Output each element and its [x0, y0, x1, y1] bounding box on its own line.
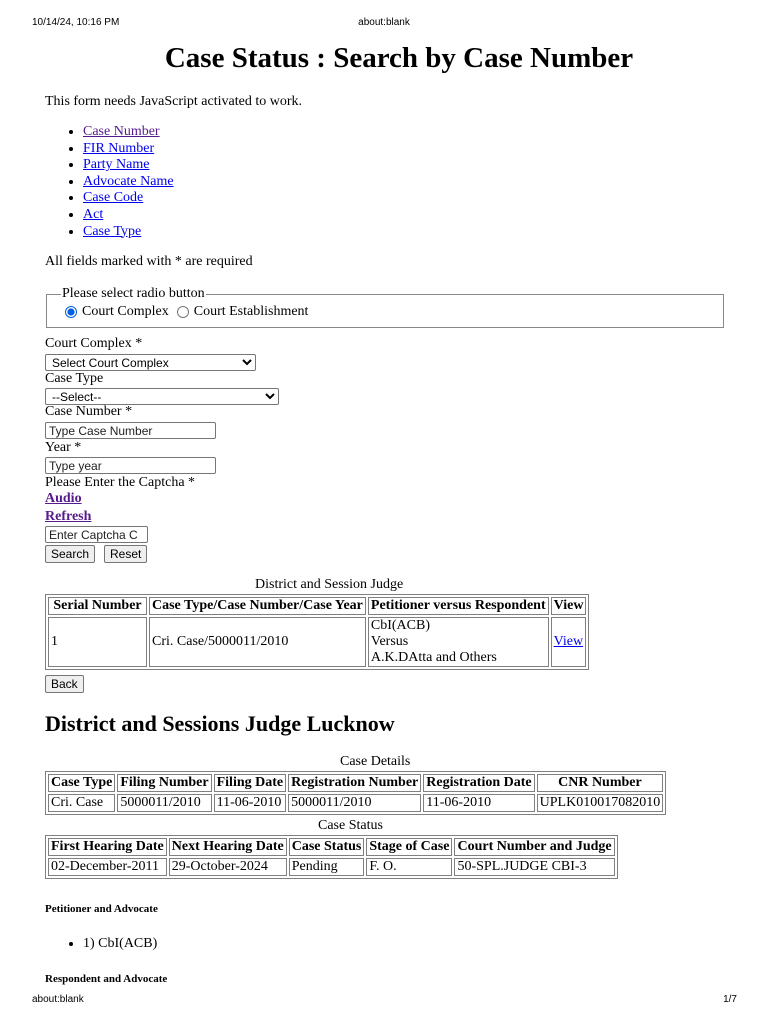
- case-details-header-cell: CNR Number: [537, 774, 664, 792]
- petitioner-list: [45, 936, 157, 952]
- tab-case-type: [83, 224, 174, 241]
- table-row: [48, 794, 663, 812]
- print-header: [0, 17, 768, 31]
- year-input[interactable]: [45, 457, 216, 474]
- respondent-text: A.K.DAtta and Others: [370, 650, 497, 665]
- tab-case-number: [83, 124, 174, 141]
- footer-url: about:blank: [32, 994, 84, 1005]
- case-details-cell: 11-06-2010: [423, 794, 534, 812]
- case-status-header-row: [48, 838, 615, 856]
- results-header-cell: View: [551, 597, 587, 615]
- captcha-label: Please Enter the Captcha *: [45, 475, 196, 490]
- page-number: 1/7: [723, 994, 737, 1005]
- required-note: All fields marked with * are required: [45, 254, 253, 269]
- case-status-cell: 02-December-2011: [48, 858, 167, 876]
- back-button[interactable]: Back: [45, 675, 84, 693]
- case-details-header-cell: Registration Number: [288, 774, 421, 792]
- court-complex-select[interactable]: [45, 354, 256, 371]
- case-details-header-cell: Filing Number: [117, 774, 211, 792]
- case-details-caption: Case Details: [340, 754, 411, 769]
- case-status-header-cell: First Hearing Date: [48, 838, 167, 856]
- year-label: Year *: [45, 440, 82, 455]
- results-table: [45, 594, 589, 670]
- case-status-cell: 50-SPL.JUDGE CBI-3: [454, 858, 614, 876]
- case-number-input[interactable]: [45, 422, 216, 439]
- tab-fir-number-link[interactable]: FIR Number: [83, 140, 155, 156]
- view-cell: [551, 617, 587, 667]
- versus-text: Versus: [370, 634, 409, 649]
- court-complex-label: Court Complex *: [45, 336, 143, 351]
- case-status-header-cell: Stage of Case: [366, 838, 452, 856]
- captcha-audio-link[interactable]: Audio: [45, 491, 82, 506]
- case-details-cell: 11-06-2010: [214, 794, 287, 812]
- results-header-cell: Petitioner versus Respondent: [368, 597, 549, 615]
- case-type-select[interactable]: [45, 388, 279, 405]
- court-name: District and Sessions Judge Lucknow: [45, 711, 395, 736]
- case-status-cell: F. O.: [366, 858, 452, 876]
- tab-fir-number: [83, 141, 174, 158]
- serial-cell: 1: [48, 617, 147, 667]
- tab-advocate-name-link[interactable]: Advocate Name: [83, 173, 174, 189]
- case-details-cell: 5000011/2010: [288, 794, 421, 812]
- results-header-row: [48, 597, 586, 615]
- court-establishment-radio-label: Court Establishment: [193, 304, 309, 319]
- case-status-table: [45, 835, 618, 879]
- case-details-header-cell: Registration Date: [423, 774, 534, 792]
- case-status-header-cell: Case Status: [289, 838, 365, 856]
- court-complex-radio[interactable]: [65, 306, 77, 318]
- tab-case-code-link[interactable]: Case Code: [83, 190, 144, 206]
- cnr-number-cell: UPLK010017082010: [537, 794, 664, 812]
- tab-advocate-name: [83, 174, 174, 191]
- tab-case-number-link[interactable]: Case Number: [83, 124, 160, 139]
- case-details-header-row: [48, 774, 663, 792]
- print-url: about:blank: [358, 17, 410, 28]
- case-status-cell: Pending: [289, 858, 365, 876]
- javascript-note: This form needs JavaScript activated to work.: [45, 94, 302, 109]
- table-row: [48, 617, 586, 667]
- results-header-cell: Case Type/Case Number/Case Year: [149, 597, 366, 615]
- tab-act: [83, 207, 174, 224]
- parties-cell: [368, 617, 549, 667]
- results-caption: District and Session Judge: [255, 577, 404, 592]
- captcha-refresh-link[interactable]: Refresh: [45, 509, 92, 524]
- respondent-heading: Respondent and Advocate: [45, 973, 168, 985]
- print-footer: [0, 994, 768, 1008]
- print-datetime: 10/14/24, 10:16 PM: [32, 17, 120, 28]
- case-status-caption: Case Status: [318, 818, 383, 833]
- case-status-header-cell: Next Hearing Date: [169, 838, 287, 856]
- search-tabs: [45, 124, 174, 240]
- petitioner-heading: Petitioner and Advocate: [45, 903, 158, 915]
- tab-party-name: [83, 157, 174, 174]
- court-type-fieldset: [46, 286, 724, 328]
- reset-button[interactable]: Reset: [104, 545, 147, 563]
- case-details-table: [45, 771, 666, 815]
- court-complex-radio-label: Court Complex: [82, 304, 169, 319]
- tab-case-code: [83, 190, 174, 207]
- petitioner-text: CbI(ACB): [370, 618, 431, 633]
- tab-case-type-link[interactable]: Case Type: [83, 223, 142, 239]
- search-button[interactable]: Search: [45, 545, 95, 563]
- results-header-cell: Serial Number: [48, 597, 147, 615]
- case-details-cell: 5000011/2010: [117, 794, 211, 812]
- page-title: Case Status : Search by Case Number: [164, 42, 634, 74]
- case-status-header-cell: Court Number and Judge: [454, 838, 614, 856]
- case-number-label: Case Number *: [45, 404, 133, 419]
- radio-legend: Please select radio button: [62, 286, 205, 301]
- tab-party-name-link[interactable]: Party Name: [83, 157, 150, 173]
- court-establishment-radio[interactable]: [177, 306, 189, 318]
- captcha-input[interactable]: [45, 526, 148, 543]
- case-details-cell: Cri. Case: [48, 794, 115, 812]
- case-type-label: Case Type: [45, 371, 104, 386]
- radio-row: [63, 304, 723, 320]
- tab-act-link[interactable]: Act: [83, 206, 104, 222]
- case-details-header-cell: Case Type: [48, 774, 115, 792]
- case-status-cell: 29-October-2024: [169, 858, 287, 876]
- table-row: [48, 858, 615, 876]
- case-cell: Cri. Case/5000011/2010: [149, 617, 366, 667]
- view-link[interactable]: View: [553, 634, 584, 649]
- case-details-header-cell: Filing Date: [214, 774, 287, 792]
- list-item: • 1) CbI(ACB): [83, 936, 157, 952]
